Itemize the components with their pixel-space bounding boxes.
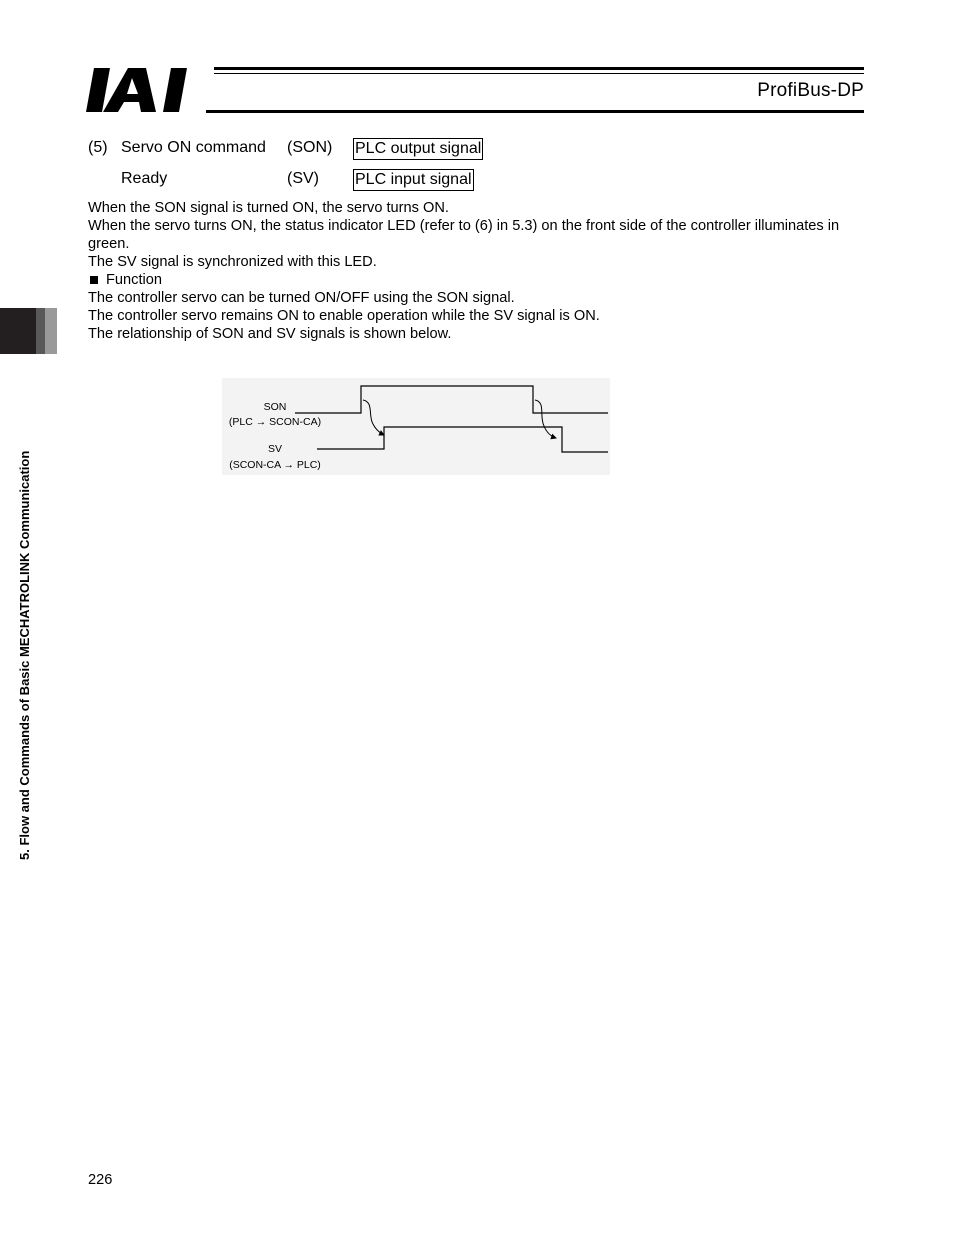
signal-type-box: PLC output signal: [353, 138, 483, 160]
paragraph: When the servo turns ON, the status indicator LED (refer to (6) in 5.3) on the front side of the controller illuminates in green.: [88, 218, 840, 252]
header-rule-thin: [214, 73, 864, 74]
paragraph: The controller servo remains ON to enable operation while the SV signal is ON.: [88, 308, 600, 324]
sv-direction: (SCON-CA → PLC): [229, 459, 321, 471]
paragraph: When the SON signal is turned ON, the servo turns ON.: [88, 200, 449, 216]
header-rule-thick: [214, 67, 864, 70]
son-direction: (PLC → SCON-CA): [228, 416, 322, 428]
signal-abbr: (SON): [287, 139, 333, 156]
chapter-side-label: 5. Flow and Commands of Basic MECHATROLINK Communication: [17, 450, 32, 860]
header-rule-bottom: [206, 110, 864, 113]
sv-label: SV: [267, 443, 283, 455]
iai-logo: [86, 66, 206, 114]
square-bullet-icon: [90, 276, 98, 284]
chapter-tab-marker: [0, 308, 36, 354]
function-heading: [88, 271, 878, 289]
signal-abbr: (SV): [287, 170, 319, 187]
paragraph: The controller servo can be turned ON/OFF using the SON signal.: [88, 290, 515, 306]
chapter-tab-marker-mid: [36, 308, 45, 354]
header-title: ProfiBus-DP: [757, 80, 864, 101]
paragraph: The SV signal is synchronized with this LED.: [88, 254, 377, 270]
paragraph: The relationship of SON and SV signals is shown below.: [88, 326, 452, 342]
body-text: [88, 199, 878, 343]
signal-row-son: [88, 139, 608, 161]
son-label: SON: [263, 401, 287, 413]
son-sv-timing-chart: [222, 378, 610, 475]
signal-name: Ready: [121, 170, 168, 187]
signal-name: Servo ON command: [121, 139, 266, 156]
chapter-tab-marker-light: [45, 308, 57, 354]
signal-type-box: PLC input signal: [353, 169, 474, 191]
page-number: 226: [88, 1172, 113, 1188]
signal-number: (5): [88, 139, 108, 156]
signal-row-sv: [88, 170, 608, 192]
function-heading-text: Function: [106, 272, 162, 288]
